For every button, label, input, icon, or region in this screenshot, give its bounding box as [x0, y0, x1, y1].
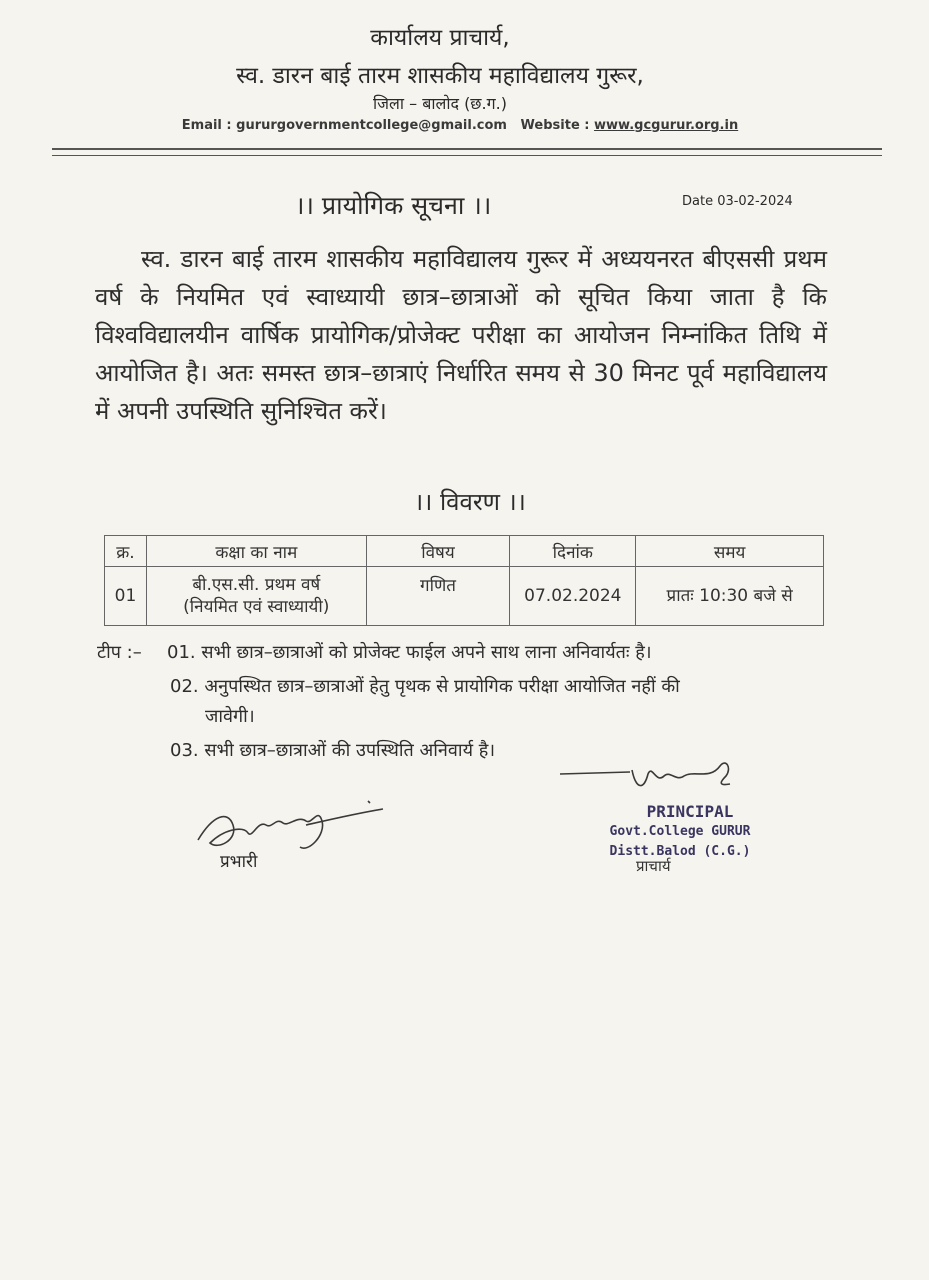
principal-title: प्राचार्य	[636, 857, 671, 875]
cell-class-name	[146, 567, 366, 626]
contact-line	[0, 118, 920, 133]
stamp-principal: PRINCIPAL	[646, 802, 734, 821]
notes-section	[97, 640, 857, 770]
office-title: कार्यालय प्राचार्य,	[370, 25, 510, 51]
incharge-signature-block	[188, 795, 388, 885]
incharge-signature-icon	[188, 795, 388, 865]
notice-title: ।। प्रायोगिक सूचना ।।	[295, 191, 492, 220]
header-time: समय	[636, 536, 824, 567]
stamp-district: Distt.Balod (C.G.)	[609, 844, 751, 859]
principal-signature-block	[560, 760, 780, 880]
principal-signature-icon	[560, 760, 780, 800]
header-date: दिनांक	[510, 536, 636, 567]
cell-date: 07.02.2024	[510, 567, 636, 626]
class-name-line2: (नियमित एवं स्वाध्यायी)	[183, 597, 330, 617]
header-divider-top	[52, 148, 882, 150]
email-address[interactable]: gururgovernmentcollege@gmail.com	[236, 118, 507, 133]
notice-date: Date 03-02-2024	[682, 194, 793, 209]
district-line: जिला – बालोद (छ.ग.)	[373, 94, 507, 113]
college-name: स्व. डारन बाई तारम शासकीय महाविद्यालय गुरूर,	[236, 63, 644, 89]
note-item-2: 02. अनुपस्थित छात्र–छात्राओं हेतु पृथक से प्रायोगिक परीक्षा आयोजित नहीं की	[170, 676, 680, 697]
header-class-name: कक्षा का नाम	[146, 536, 366, 567]
table-row	[105, 567, 824, 626]
notes-label: टीप :–	[97, 642, 142, 663]
note-item-3: 03. सभी छात्र–छात्राओं की उपस्थिति अनिवार्य है।	[170, 740, 496, 761]
table-header-row	[105, 536, 824, 567]
header-subject: विषय	[366, 536, 510, 567]
cell-serial: 01	[105, 567, 147, 626]
details-heading: ।। विवरण ।।	[414, 488, 526, 516]
notice-body: स्व. डारन बाई तारम शासकीय महाविद्यालय गुरूर में अध्ययनरत बीएससी प्रथम वर्ष के नियमित एवं स्वाध्यायी छात्र–छात्राओं को सूचित किया जाता है कि विश्वविद्यालयीन वार्षिक प्रायोगिक/प्रोजेक्ट परीक्षा का आयोजन निम्नांकित तिथि में आयोजित है। अतः समस्त छात्र–छात्राएं निर्धारित समय से 30 मिनट पूर्व महाविद्यालय में अपनी उपस्थिति सुनिश्चित करें।	[95, 245, 827, 425]
note-item-2-continued: जावेगी।	[205, 706, 255, 727]
email-label: Email :	[181, 118, 232, 133]
cell-subject: गणित	[366, 567, 510, 626]
note-item-1: 01. सभी छात्र–छात्राओं को प्रोजेक्ट फाईल अपने साथ लाना अनिवार्यतः है।	[167, 642, 652, 663]
header-divider-bottom	[52, 155, 882, 156]
header-serial: क्र.	[105, 536, 147, 567]
incharge-title: प्रभारी	[220, 852, 258, 872]
class-name-line1: बी.एस.सी. प्रथम वर्ष	[192, 575, 321, 595]
schedule-table	[104, 535, 824, 626]
stamp-college: Govt.College GURUR	[609, 824, 751, 839]
website-label: Website :	[520, 118, 590, 133]
website-link[interactable]: www.gcgurur.org.in	[594, 118, 739, 133]
cell-time: प्रातः 10:30 बजे से	[636, 567, 824, 626]
